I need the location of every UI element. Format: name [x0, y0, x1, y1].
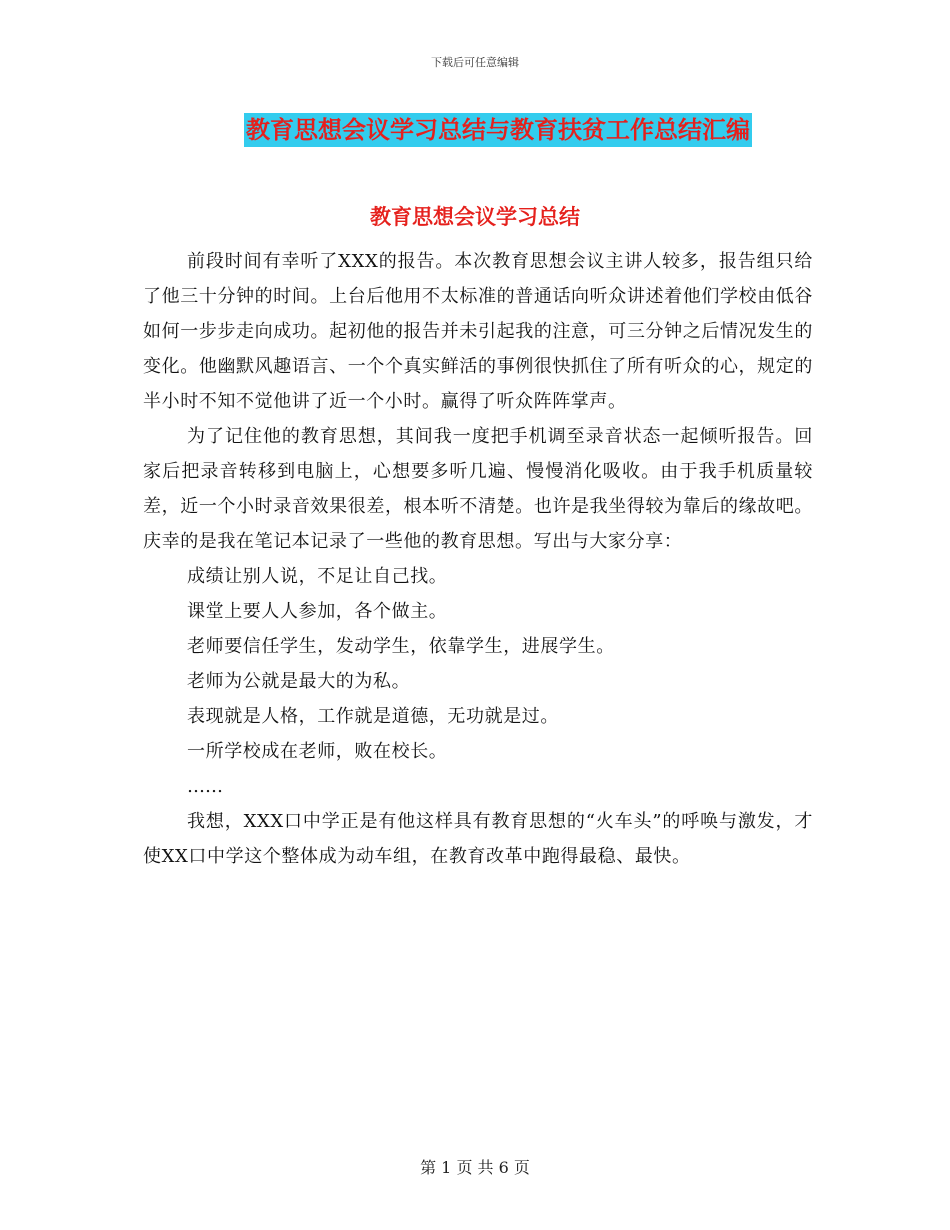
- paragraph-2: 为了记住他的教育思想，其间我一度把手机调至录音状态一起倾听报告。回家后把录音转移到电脑上，心想要多听几遍、慢慢消化吸收。由于我手机质量较差，近一个小时录音效果很差，根本听不清楚。也许是我坐得较为靠后的缘故吧。庆幸的是我在笔记本记录了一些他的教育思想。写出与大家分享：: [143, 426, 813, 552]
- ellipsis-line: ……: [187, 776, 223, 797]
- document-body: [143, 244, 813, 874]
- quote-line: 成绩让别人说，不足让自己找。: [187, 566, 448, 587]
- page-footer: 第 1 页 共 6 页: [420, 1158, 530, 1177]
- paragraph-1: 前段时间有幸听了XXX的报告。本次教育思想会议主讲人较多，报告组只给了他三十分钟的时间。上台后他用不太标准的普通话向听众讲述着他们学校由低谷如何一步步走向成功。起初他的报告并未引起我的注意，可三分钟之后情况发生的变化。他幽默风趣语言、一个个真实鲜活的事例很快抓住了所有听众的心，规定的半小时不知不觉他讲了近一个小时。赢得了听众阵阵掌声。: [143, 251, 813, 412]
- quote-line: 一所学校成在老师，败在校长。: [187, 741, 448, 762]
- quote-line: 课堂上要人人参加，各个做主。: [187, 601, 448, 622]
- quote-line: 表现就是人格，工作就是道德，无功就是过。: [187, 706, 559, 727]
- main-title-container: [0, 113, 950, 147]
- header-note: 下载后可任意编辑: [431, 56, 519, 69]
- main-title: 教育思想会议学习总结与教育扶贫工作总结汇编: [244, 113, 752, 147]
- closing-paragraph: 我想，XXX口中学正是有他这样具有教育思想的“火车头”的呼唤与激发，才使XX口中学这个整体成为动车组，在教育改革中跑得最稳、最快。: [143, 811, 813, 867]
- quote-line: 老师要信任学生，发动学生，依靠学生，进展学生。: [187, 636, 615, 657]
- quote-line: 老师为公就是最大的为私。: [187, 671, 411, 692]
- section-title: 教育思想会议学习总结: [370, 204, 580, 229]
